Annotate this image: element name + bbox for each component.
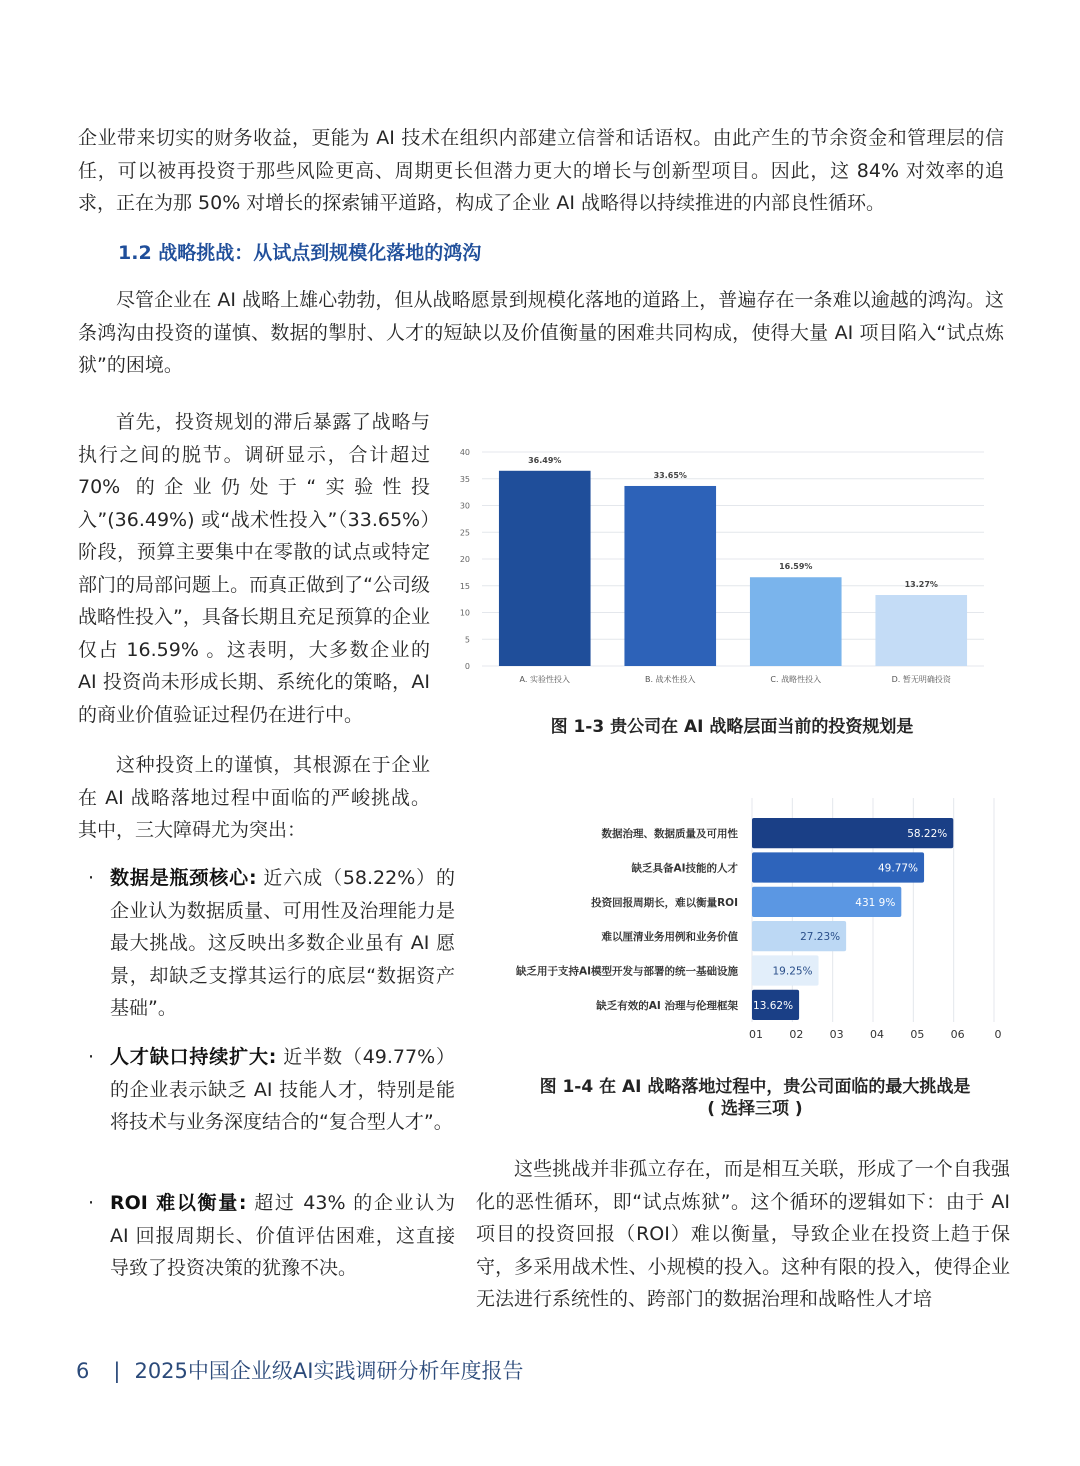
figure-1-4-caption-line2: ( 选择三项 ) [707, 1099, 803, 1119]
x-tick-label: 04 [870, 1028, 884, 1041]
footer-separator: | [113, 1359, 121, 1383]
x-tick-label: 05 [910, 1028, 925, 1041]
y-tick-label: 0 [464, 662, 470, 671]
bar-value-label: 58.22% [907, 828, 948, 841]
x-tick-label: A. 实验性投入 [519, 675, 570, 684]
bar [624, 486, 716, 666]
bar-value-label: 36.49% [528, 455, 562, 465]
bullet-data-bottleneck [88, 862, 455, 1025]
challenges-chart-svg [488, 792, 1008, 1044]
x-tick-label: D. 暂无明确投资 [891, 675, 951, 684]
intro-paragraph: 企业带来切实的财务收益，更能为 AI 技术在组织内部建立信誉和话语权。由此产生的节余资金和管理层的信任，可以被再投资于那些风险更高、周期更长但潜力更大的增长与创新型项目。因此，这 84% 对效率的追求，正在为那 50% 对增长的探索铺平道路，构成了企业 AI 战略得以持续推进的内部良性循环。 [78, 127, 1004, 214]
bullet-title: 人才缺口持续扩大: [110, 1046, 277, 1068]
challenges-chart [488, 792, 1008, 1044]
bullet-text: 近半数（49.77%）的企业表示缺乏 AI 技能人才，特别是能将技术与业务深度结合的“复合型人才”。 [110, 1046, 455, 1133]
x-tick-label: C. 战略性投入 [770, 675, 822, 684]
page-number: 6 [76, 1359, 90, 1383]
y-tick-label: 20 [459, 555, 470, 564]
category-label: 难以厘清业务用例和业务价值 [601, 931, 738, 944]
left-paragraph-challenges: 这种投资上的谨慎，其根源在于企业在 AI 战略落地过程中面临的严峻挑战。其中，三大障碍尤为突出： [78, 754, 430, 841]
bar-value-label: 33.65% [653, 470, 687, 480]
x-tick-label: 0 [994, 1028, 1002, 1041]
x-tick-label: 06 [950, 1028, 965, 1041]
y-tick-label: 15 [459, 581, 470, 591]
bullet-dot: · [88, 1046, 95, 1068]
bullet-title: ROI 难以衡量: [110, 1192, 247, 1214]
left-paragraph-investment: 首先，投资规划的滞后暴露了战略与执行之间的脱节。调研显示，合计超过 70% 的企业仍处于“实验性投入”(36.49%) 或“战术性投入”（33.65%）阶段，预算主要集中在零散的试点或特定部门的局部问题上。而真正做到了“公司级战略性投入”，具备长期且充足预算的企业仅占 16.59% 。这表明，大多数企业的 AI 投资尚未形成长期、系统化的策略，AI 的商业价值验证过程仍在进行中。 [78, 411, 430, 726]
investment-plan-chart [452, 440, 1012, 696]
y-tick-label: 10 [459, 608, 470, 618]
bar-value-label: 13.62% [753, 999, 794, 1012]
bar-value-label: 13.27% [904, 580, 938, 590]
category-label: 投资回报周期长，难以衡量ROI [591, 896, 738, 909]
category-label: 缺乏具备AI技能的人才 [631, 862, 738, 875]
figure-1-4-caption [472, 1076, 1038, 1120]
bar [499, 471, 591, 666]
category-label: 缺乏有效的AI 治理与伦理框架 [596, 999, 738, 1012]
bullet-text: 近六成（58.22%）的企业认为数据质量、可用性及治理能力是最大挑战。这反映出多数企业虽有 AI 愿景，却缺乏支撑其运行的底层“数据资产基础”。 [110, 867, 455, 1019]
bar-value-label: 27.23% [800, 931, 841, 944]
bar [875, 595, 967, 666]
bullet-title: 数据是瓶颈核心: [110, 867, 257, 889]
bar-value-label: 19.25% [772, 965, 813, 978]
section-paragraph: 尽管企业在 AI 战略上雄心勃勃，但从战略愿景到规模化落地的道路上，普遍存在一条难以逾越的鸿沟。这条鸿沟由投资的谨慎、数据的掣肘、人才的短缺以及价值衡量的困难共同构成，使得大量 AI 项目陷入“试点炼狱”的困境。 [78, 289, 1004, 376]
category-label: 缺乏用于支持AI模型开发与部署的统一基础设施 [515, 965, 738, 978]
bullet-text: 超过 43% 的企业认为 AI 回报周期长、价值评估困难，这直接导致了投资决策的犹豫不决。 [110, 1192, 455, 1279]
investment-plan-chart-svg [452, 440, 1012, 696]
bullet-dot: · [88, 867, 95, 889]
y-tick-label: 5 [464, 635, 470, 645]
right-paragraph-vicious-cycle: 这些挑战并非孤立存在，而是相互关联，形成了一个自我强化的恶性循环，即“试点炼狱”。这个循环的逻辑如下：由于 AI 项目的投资回报（ROI）难以衡量，导致企业在投资上趋于保守，多采用战术性、小规模的投入。这种有限的投入，使得企业无法进行系统性的、跨部门的数据治理和战略性人才培 [476, 1158, 1010, 1310]
y-tick-label: 30 [459, 501, 470, 511]
bar [750, 577, 842, 666]
bar-value-label: 16.59% [779, 562, 813, 572]
figure-1-4-caption-line1: 图 1-4 在 AI 战略落地过程中，贵公司面临的最大挑战是 [539, 1077, 971, 1097]
x-tick-label: B. 战术性投入 [644, 675, 696, 684]
bar-value-label: 49.77% [878, 862, 919, 875]
bullet-dot: · [88, 1192, 95, 1214]
category-label: 数据治理、数据质量及可用性 [601, 828, 738, 841]
y-tick-label: 25 [459, 528, 470, 538]
report-title: 2025中国企业级AI实践调研分析年度报告 [134, 1359, 524, 1383]
bullet-roi [88, 1187, 455, 1285]
y-tick-label: 40 [459, 448, 470, 457]
x-tick-label: 02 [789, 1028, 804, 1041]
section-heading: 1.2 战略挑战：从试点到规模化落地的鸿沟 [118, 242, 482, 264]
bar-value-label: 431 9% [855, 896, 896, 909]
page-footer [76, 1356, 523, 1386]
x-tick-label: 01 [749, 1028, 763, 1041]
bullet-talent-gap [88, 1041, 455, 1139]
figure-1-3-caption: 图 1-3 贵公司在 AI 战略层面当前的投资规划是 [550, 717, 914, 737]
x-tick-label: 03 [829, 1028, 844, 1041]
y-tick-label: 35 [459, 474, 470, 484]
